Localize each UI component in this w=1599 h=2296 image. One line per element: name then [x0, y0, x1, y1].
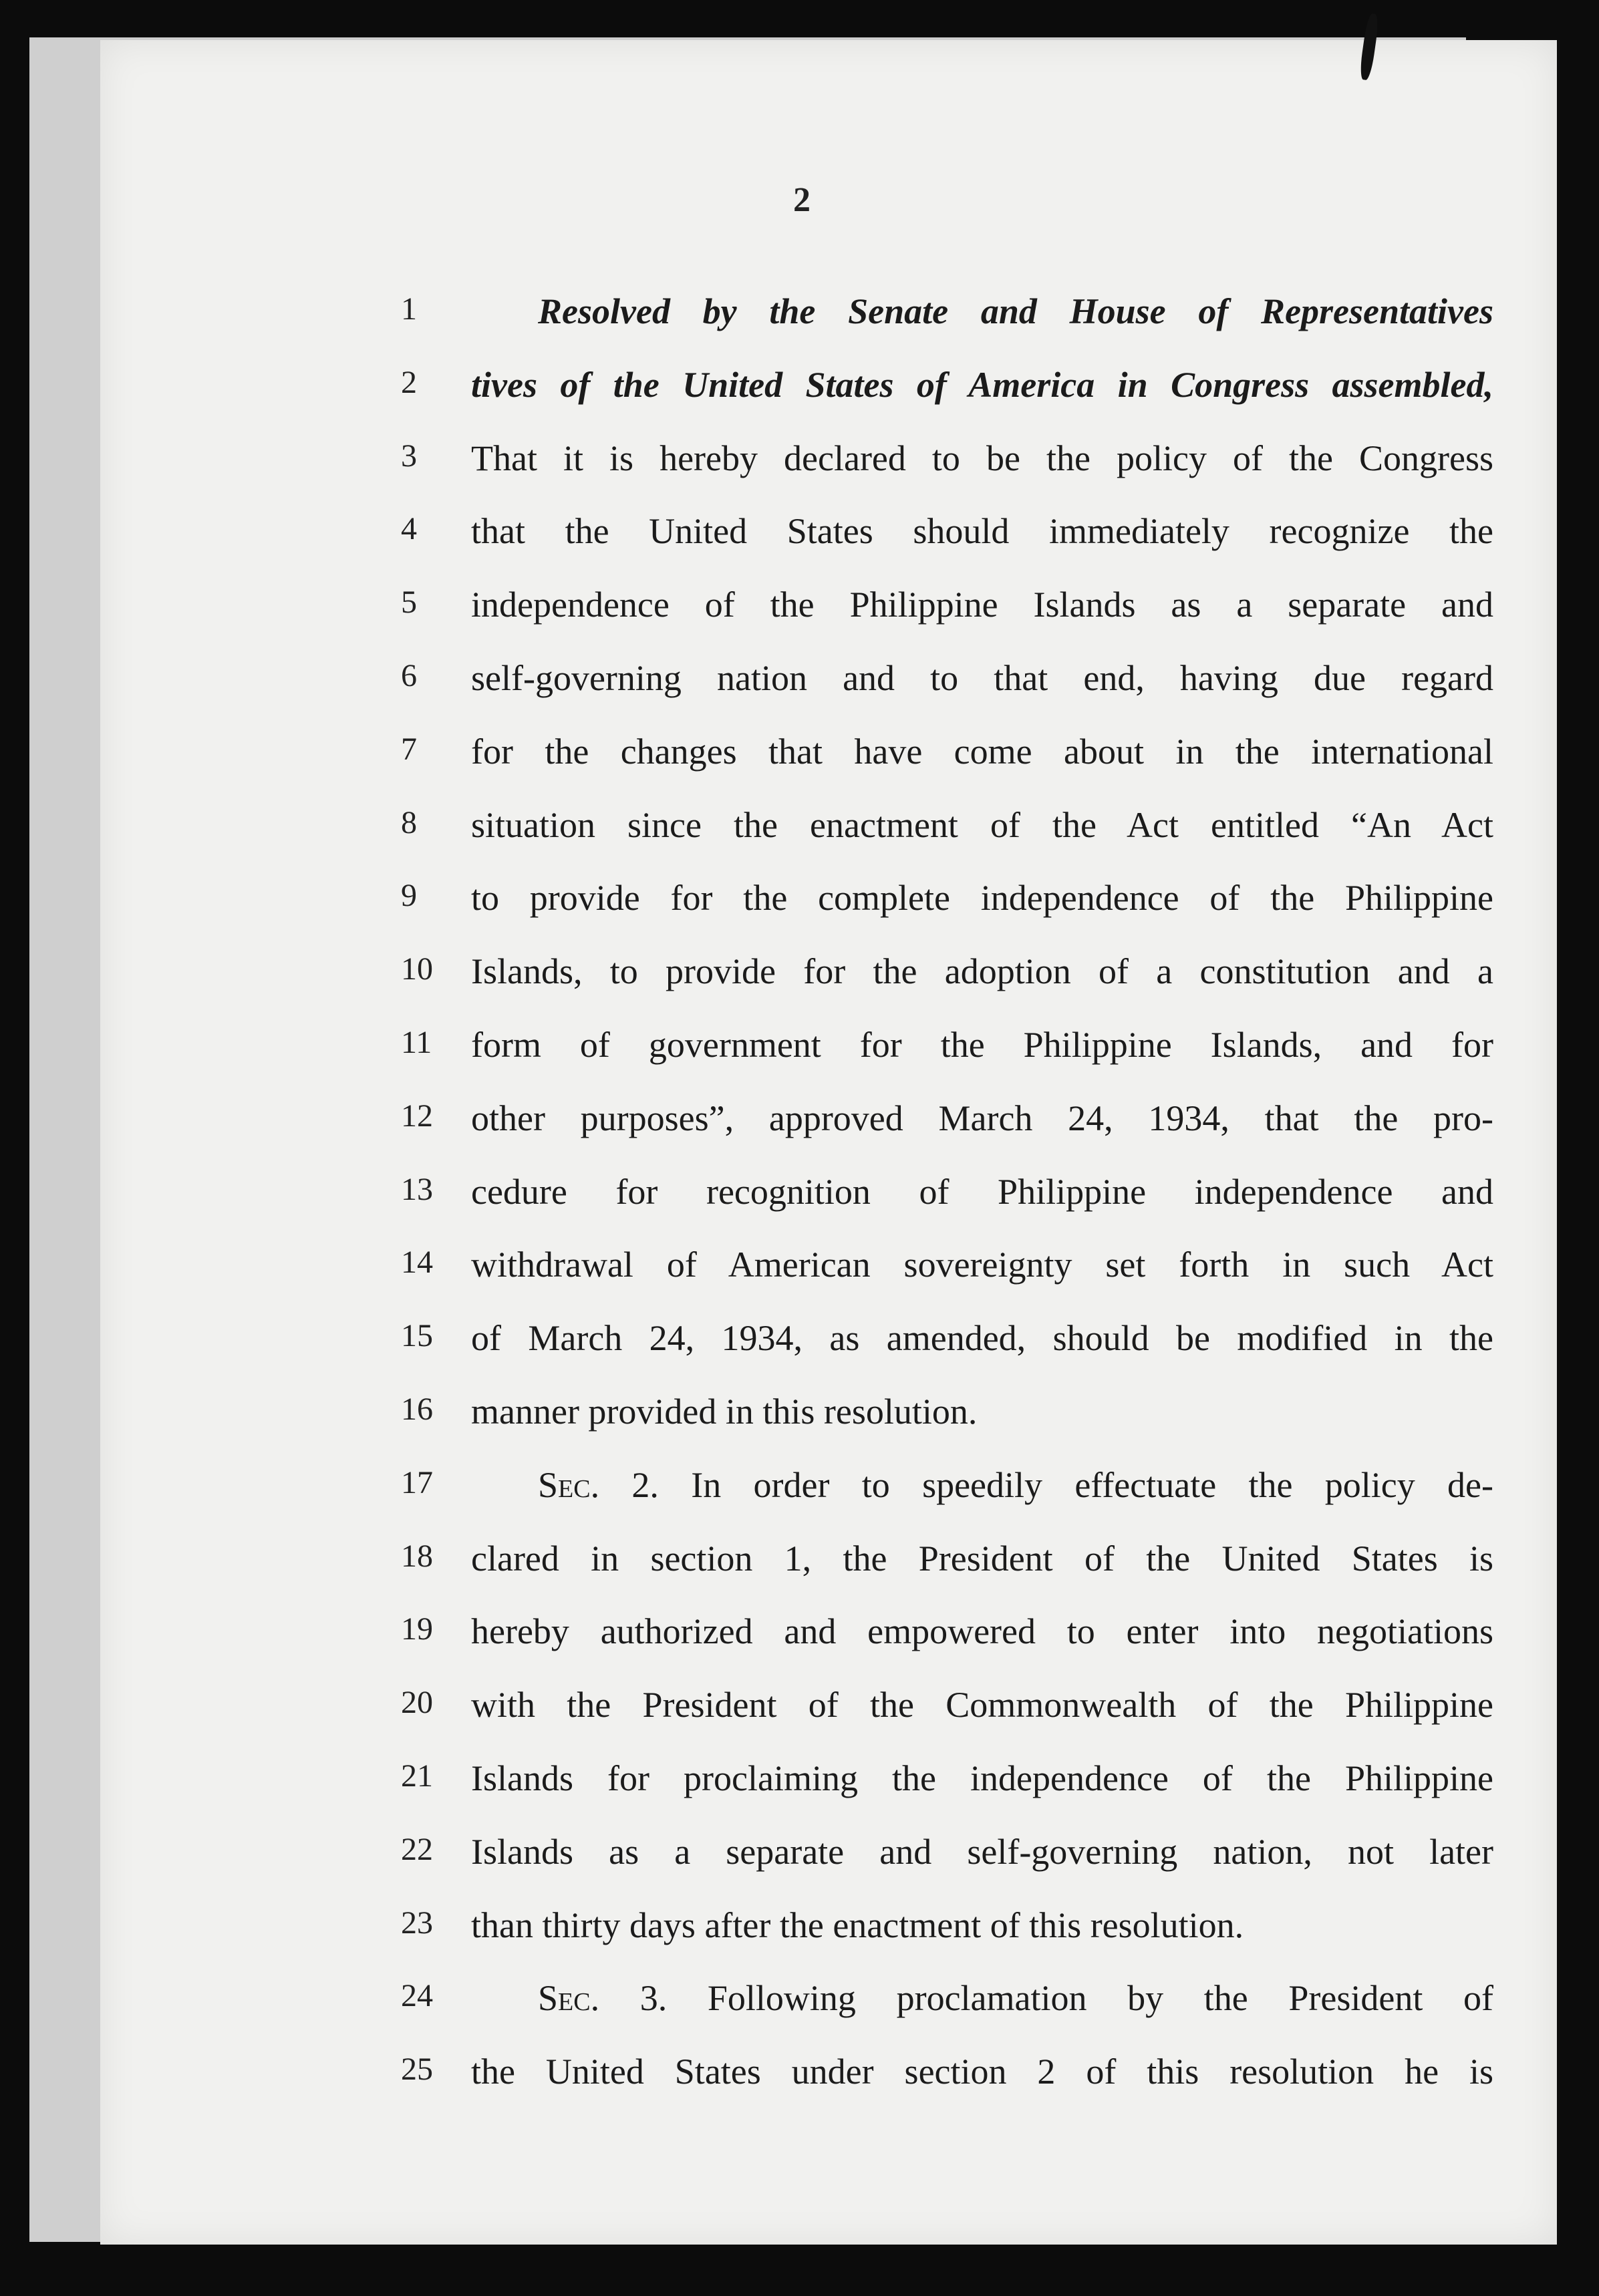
- line-number: 14: [401, 1245, 433, 1281]
- line-number: 22: [401, 1831, 433, 1867]
- line-text: [471, 1464, 1493, 1506]
- text-line: [401, 364, 1503, 418]
- line-number: 12: [401, 1098, 433, 1134]
- text-line: [401, 1684, 1503, 1738]
- line-number: 9: [401, 878, 417, 914]
- line-number: 8: [401, 804, 417, 840]
- line-number: 13: [401, 1171, 433, 1207]
- text-line: [401, 1464, 1503, 1518]
- text-line: [401, 1905, 1503, 1958]
- section-text: 2. In order to speedily effectuate the policy de-: [599, 1464, 1493, 1505]
- line-text: withdrawal of American sovereignty set forth in such Act: [471, 1245, 1493, 1285]
- line-number: 20: [401, 1685, 433, 1721]
- line-number: 10: [401, 951, 433, 987]
- line-number: 18: [401, 1538, 433, 1574]
- text-line: [401, 1317, 1503, 1371]
- line-number: 25: [401, 2052, 433, 2088]
- line-text: other purposes”, approved March 24, 1934, that the pro-: [471, 1098, 1493, 1138]
- line-text: for the changes that have come about in the international: [471, 731, 1493, 772]
- line-number: 3: [401, 438, 417, 474]
- line-text: Islands for proclaiming the independence of the Philippine: [471, 1758, 1493, 1798]
- section-text: 3. Following proclamation by the President of: [599, 1978, 1493, 2019]
- text-line: [401, 804, 1503, 858]
- line-text: manner provided in this resolution.: [471, 1391, 978, 1432]
- text-line: [401, 438, 1503, 491]
- text-line: [401, 1538, 1503, 1591]
- text-line: [401, 510, 1503, 564]
- line-text: hereby authorized and empowered to enter into negotiations: [471, 1611, 1493, 1652]
- text-line: [401, 291, 1503, 344]
- section-label: Sec.: [538, 1464, 600, 1505]
- text-line: [401, 1171, 1503, 1224]
- text-line: [401, 1098, 1503, 1151]
- line-text: Resolved by the Senate and House of Representatives: [538, 291, 1493, 331]
- text-line: [401, 731, 1503, 784]
- line-text: situation since the enactment of the Act entitled “An Act: [471, 804, 1493, 845]
- line-text: Islands as a separate and self-governing nation, not later: [471, 1831, 1493, 1872]
- line-text: [471, 1977, 1493, 2019]
- line-text: independence of the Philippine Islands as a separate and: [471, 585, 1493, 625]
- line-text: that the United States should immediately recognize the: [471, 511, 1493, 552]
- line-number: 6: [401, 658, 417, 693]
- line-number: 2: [401, 364, 417, 400]
- text-line: [401, 1024, 1503, 1078]
- text-line: [401, 1831, 1503, 1884]
- line-text: tives of the United States of America in Congress assembled,: [471, 364, 1493, 405]
- line-number: 15: [401, 1318, 433, 1354]
- line-number: 21: [401, 1758, 433, 1794]
- line-text: clared in section 1, the President of the United States is: [471, 1538, 1493, 1579]
- page-number: 2: [793, 181, 811, 219]
- text-line: [401, 1244, 1503, 1297]
- line-text: the United States under section 2 of this resolution he is: [471, 2052, 1493, 2092]
- line-number: 11: [401, 1025, 432, 1060]
- text-line: [401, 951, 1503, 1004]
- line-number: 5: [401, 585, 417, 621]
- line-number: 24: [401, 1978, 433, 2014]
- line-number: 19: [401, 1611, 433, 1647]
- line-text: to provide for the complete independence of the Philippine: [471, 878, 1493, 919]
- line-number: 17: [401, 1464, 433, 1500]
- line-number: 4: [401, 511, 417, 547]
- text-line: [401, 1611, 1503, 1664]
- line-number: 1: [401, 291, 417, 327]
- text-line: [401, 877, 1503, 931]
- text-line: [401, 657, 1503, 711]
- line-text: Islands, to provide for the adoption of a constitution and a: [471, 951, 1493, 992]
- line-text: That it is hereby declared to be the policy of the Congress: [471, 438, 1493, 478]
- line-text: form of government for the Philippine Islands, and for: [471, 1025, 1493, 1065]
- line-text: of March 24, 1934, as amended, should be modified in the: [471, 1318, 1493, 1359]
- text-line: [401, 584, 1503, 637]
- line-text: cedure for recognition of Philippine independence and: [471, 1171, 1493, 1212]
- text-line: [401, 1391, 1503, 1444]
- text-line: [401, 1977, 1503, 2031]
- text-line: [401, 2051, 1503, 2104]
- line-text: with the President of the Commonwealth of the Philippine: [471, 1685, 1493, 1726]
- section-label: Sec.: [538, 1978, 600, 2019]
- line-number: 23: [401, 1905, 433, 1941]
- line-text: than thirty days after the enactment of this resolution.: [471, 1905, 1244, 1945]
- line-text: self-governing nation and to that end, having due regard: [471, 658, 1493, 698]
- text-line: [401, 1758, 1503, 1811]
- line-number: 7: [401, 731, 417, 767]
- line-number: 16: [401, 1391, 433, 1427]
